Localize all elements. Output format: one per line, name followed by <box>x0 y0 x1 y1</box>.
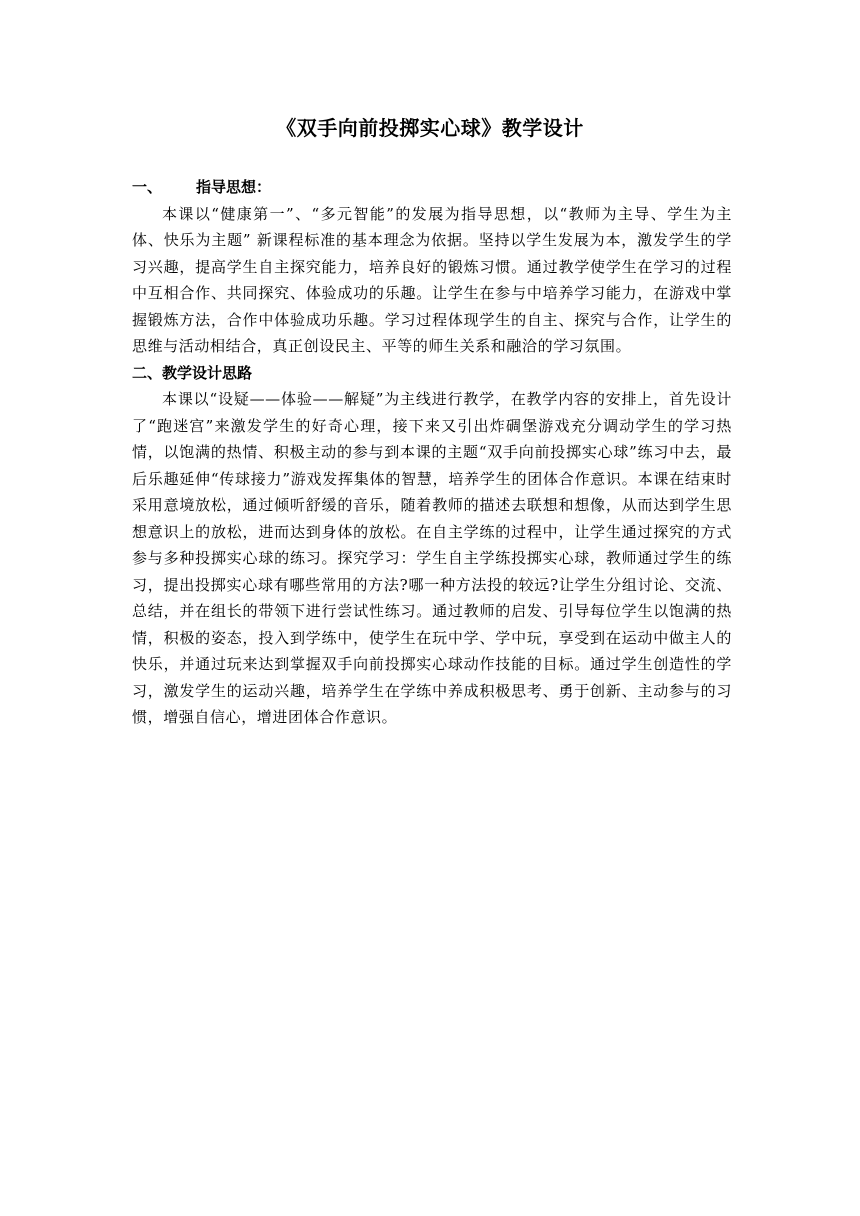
section-2-paragraph: 本课以“设疑——体验——解疑”为主线进行教学，在教学内容的安排上，首先设计了“跑迷宫”来激发学生的好奇心理，接下来又引出炸碉堡游戏充分调动学生的学习热情，以饱满的热情、积极主动的参与到本课的主题“双手向前投掷实心球”练习中去，最后乐趣延伸“传球接力”游戏发挥集体的智慧，培养学生的团体合作意识。本课在结束时采用意境放松，通过倾听舒缓的音乐，随着教师的描述去联想和想像，从而达到学生思想意识上的放松，进而达到身体的放松。在自主学练的过程中，让学生通过探究的方式参与多种投掷实心球的练习。探究学习：学生自主学练投掷实心球，教师通过学生的练习，提出投掷实心球有哪些常用的方法?哪一种方法投的较远?让学生分组讨论、交流、总结，并在组长的带领下进行尝试性练习。通过教师的启发、引导每位学生以饱满的热情，积极的姿态，投入到学练中，使学生在玩中学、学中玩，享受到在运动中做主人的快乐，并通过玩来达到掌握双手向前投掷实心球动作技能的目标。通过学生创造性的学习，激发学生的运动兴趣，培养学生在学练中养成积极思考、勇于创新、主动参与的习惯，增强自信心，增进团体合作意识。 <box>132 390 732 726</box>
document-body <box>132 174 732 731</box>
section-2-heading: 二、教学设计思路 <box>132 363 253 382</box>
document-title: 《双手向前投掷实心球》教学设计 <box>276 116 584 140</box>
section-1-number: 一、 <box>132 178 163 196</box>
section-1-heading <box>132 174 732 201</box>
section-1-paragraph: 本课以“健康第一”、“多元智能”的发展为指导思想，以“教师为主导、学生为主体、快乐为主题” 新课程标准的基本理念为依据。坚持以学生发展为本，激发学生的学习兴趣，提高学生自主探究能力，培养良好的锻炼习惯。通过教学使学生在学习的过程中互相合作、共同探究、体验成功的乐趣。让学生在参与中培养学习能力，在游戏中掌握锻炼方法，合作中体验成功乐趣。学习过程体现学生的自主、探究与合作，让学生的思维与活动相结合，真正创设民主、平等的师生关系和融洽的学习氛围。 <box>132 204 732 355</box>
section-1-title: 指导思想： <box>196 178 272 196</box>
